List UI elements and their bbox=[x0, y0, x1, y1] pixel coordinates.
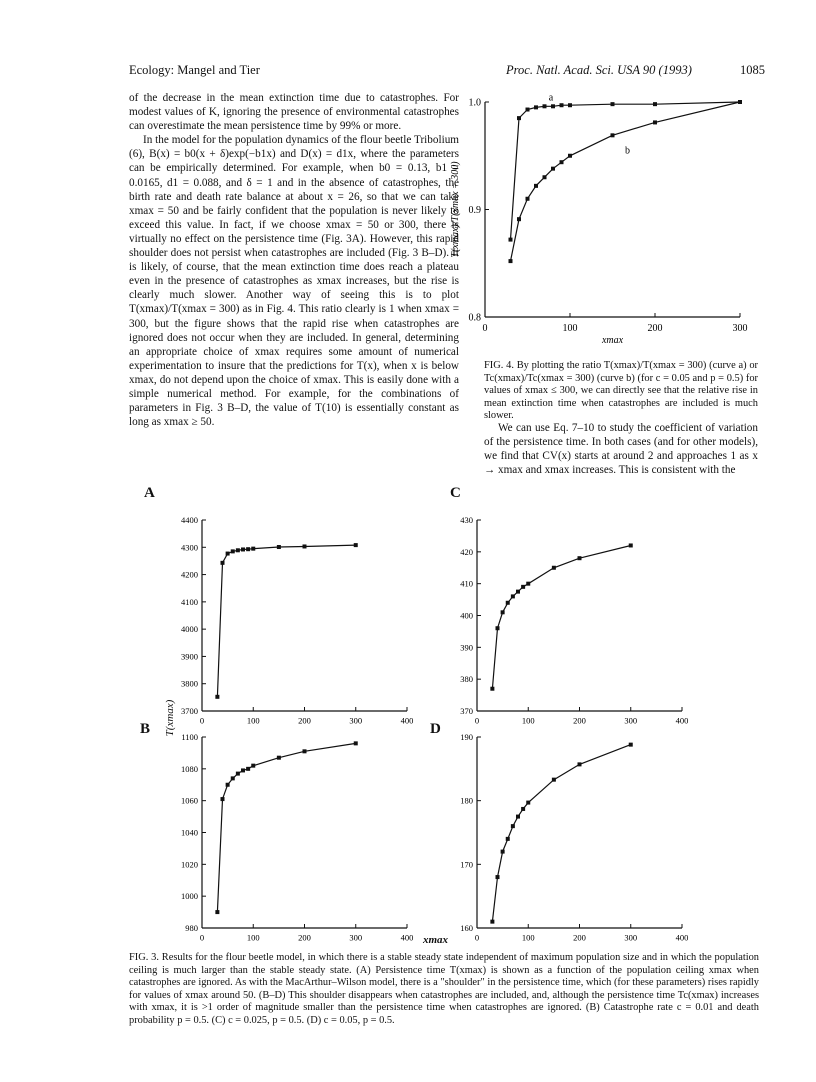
y-tick-label: 0.8 bbox=[468, 312, 481, 324]
x-tick-label: 200 bbox=[298, 715, 311, 726]
y-tick-label: 1040 bbox=[181, 827, 198, 838]
x-tick-label: 400 bbox=[675, 715, 689, 726]
panel-label-c: C bbox=[450, 485, 461, 501]
data-point bbox=[629, 743, 633, 747]
panel-label-b: B bbox=[140, 721, 151, 737]
y-tick-label: 0.9 bbox=[468, 205, 481, 216]
series-line-b bbox=[511, 102, 741, 261]
y-tick-label: 390 bbox=[460, 642, 473, 653]
data-point bbox=[526, 108, 530, 112]
y-tick-label: 3800 bbox=[181, 678, 198, 689]
y-tick-label: 4400 bbox=[181, 514, 198, 525]
x-tick-label: 300 bbox=[624, 715, 638, 726]
x-tick-label: 0 bbox=[199, 715, 205, 726]
x-tick-label: 0 bbox=[474, 932, 480, 943]
panel-label-d: D bbox=[430, 721, 441, 737]
data-point bbox=[511, 824, 515, 828]
data-point bbox=[738, 100, 742, 104]
data-point bbox=[241, 547, 245, 551]
fig3b-chart bbox=[165, 730, 425, 955]
fig3c-chart bbox=[440, 505, 700, 735]
data-point bbox=[568, 103, 572, 107]
data-point bbox=[543, 175, 547, 179]
y-tick-label: 4100 bbox=[181, 596, 198, 607]
data-point bbox=[511, 594, 515, 598]
data-point bbox=[506, 601, 510, 605]
data-point bbox=[509, 259, 513, 263]
data-point bbox=[221, 561, 225, 565]
paragraph: In the model for the population dynamics of the flour beetle Tribolium (6), B(x) = b0(x + δ)exp(−b1x) and D(x) = d1x, where the parameters can be empirically determined. For example, when b0 = 0.13, b1 = 0.0165, d1 = 0.088, and δ = 1 and in the absence of catastrophes, the birth rate and death rate balance at about x = 26, so that we can take xmax = 50 and be fairly confident that the population is never likely to exceed this value. In fact, if we choose xmax = 50 or 300, there is virtually no effect on the persistence time (Fig. 3A). However, this rapid shoulder does not persist when catastrophes are included (Fig. 3 B–D). It is likely, of course, that the mean extinction time does reach a plateau even in the presence of catastrophes as xmax increases, but the rise is clearly much slower. Another way of seeing this is to plot T(xmax)/T(xmax = 300) as in Fig. 4. This ratio clearly is 1 when xmax = 300, but the figure shows that the rapid rise when catastrophes are ignored does not occur when they are included. In general, determining an appropriate choice of xmax requires some amount of numerical experimentation to insure that the predictions for T(x), when x is below xmax, do not depend upon the choice of xmax. This is easily done with a simple numerical method. For example, for the combinations of parameters in Fig. 3 B–D, the value of T(10) is essentially constant as long as xmax ≥ 50. bbox=[129, 134, 459, 429]
data-point bbox=[611, 133, 615, 137]
y-axis-title: T(xmax)/T(xmax = 300) bbox=[450, 161, 461, 258]
data-point bbox=[653, 102, 657, 106]
data-point bbox=[521, 585, 525, 589]
y-tick-label: 1020 bbox=[181, 859, 198, 870]
curve-label-a: a bbox=[548, 92, 554, 104]
data-point bbox=[490, 920, 494, 924]
data-point bbox=[653, 120, 657, 124]
y-tick-label: 410 bbox=[460, 578, 473, 589]
data-point bbox=[496, 875, 500, 879]
x-tick-label: 400 bbox=[400, 932, 414, 943]
y-tick-label: 380 bbox=[460, 674, 473, 685]
y-tick-label: 400 bbox=[460, 610, 473, 621]
data-point bbox=[251, 764, 255, 768]
series-line-Tc bbox=[217, 743, 355, 912]
data-point bbox=[509, 238, 513, 242]
y-tick-label: 160 bbox=[460, 922, 473, 933]
y-tick-label: 180 bbox=[460, 795, 473, 806]
data-point bbox=[560, 103, 564, 107]
data-point bbox=[568, 154, 572, 158]
data-point bbox=[251, 547, 255, 551]
fig3-ylabel: T(xmax) bbox=[164, 699, 176, 737]
data-point bbox=[221, 797, 225, 801]
x-tick-label: 400 bbox=[675, 932, 689, 943]
right-column-text: We can use Eq. 7–10 to study the coefficient of variation of the persistence time. In both cases (and for other models), we find that CV(x) starts at around 2 and approaches 1 as x → xmax and xmax increases. This is consistent with the bbox=[484, 422, 758, 477]
data-point bbox=[552, 566, 556, 570]
y-tick-label: 1080 bbox=[181, 763, 198, 774]
data-point bbox=[215, 695, 219, 699]
data-point bbox=[354, 543, 358, 547]
fig4-chart bbox=[440, 85, 760, 345]
series-line-a bbox=[511, 102, 741, 240]
y-tick-label: 4000 bbox=[181, 624, 198, 635]
data-point bbox=[543, 104, 547, 108]
y-tick-label: 370 bbox=[460, 705, 473, 716]
data-point bbox=[490, 687, 494, 691]
data-point bbox=[354, 741, 358, 745]
x-tick-label: 100 bbox=[562, 323, 578, 334]
series-line-Tc bbox=[492, 745, 630, 922]
x-tick-label: 200 bbox=[573, 715, 586, 726]
y-tick-label: 3700 bbox=[181, 705, 198, 716]
x-tick-label: 300 bbox=[349, 715, 363, 726]
data-point bbox=[516, 590, 520, 594]
y-tick-label: 4200 bbox=[181, 569, 198, 580]
y-tick-label: 1100 bbox=[181, 731, 198, 742]
data-point bbox=[517, 217, 521, 221]
data-point bbox=[236, 772, 240, 776]
data-point bbox=[534, 105, 538, 109]
x-tick-label: 300 bbox=[349, 932, 363, 943]
data-point bbox=[277, 545, 281, 549]
x-tick-label: 200 bbox=[298, 932, 311, 943]
data-point bbox=[521, 807, 525, 811]
x-tick-label: 200 bbox=[573, 932, 586, 943]
data-point bbox=[551, 104, 555, 108]
data-point bbox=[629, 543, 633, 547]
y-tick-label: 430 bbox=[460, 514, 473, 525]
series-line-T bbox=[217, 545, 355, 697]
x-tick-label: 100 bbox=[521, 715, 535, 726]
x-tick-label: 100 bbox=[521, 932, 535, 943]
y-tick-label: 1.0 bbox=[468, 97, 481, 109]
x-tick-label: 100 bbox=[246, 932, 260, 943]
series-line-Tc bbox=[492, 546, 630, 689]
data-point bbox=[552, 778, 556, 782]
y-tick-label: 190 bbox=[460, 731, 473, 742]
paragraph: of the decrease in the mean extinction time due to catastrophes. For modest values of K, ignoring the presence of environmental catastrophes can overestimate the mean persistence time by 99% or more. bbox=[129, 92, 459, 133]
data-point bbox=[215, 910, 219, 914]
data-point bbox=[246, 547, 250, 551]
data-point bbox=[226, 783, 230, 787]
data-point bbox=[236, 548, 240, 552]
x-tick-label: 0 bbox=[482, 323, 488, 334]
data-point bbox=[526, 582, 530, 586]
data-point bbox=[516, 815, 520, 819]
data-point bbox=[231, 776, 235, 780]
data-point bbox=[526, 801, 530, 805]
data-point bbox=[231, 549, 235, 553]
data-point bbox=[551, 167, 555, 171]
data-point bbox=[560, 160, 564, 164]
y-tick-label: 4300 bbox=[181, 542, 198, 553]
fig4-caption: FIG. 4. By plotting the ratio T(xmax)/T(xmax = 300) (curve a) or Tc(xmax)/Tc(xmax = 300) (curve b) (for c = 0.05 and p = 0.5) for values of xmax ≤ 300, we can directly see that the relative rise in mean extinction time when catastrophes are included is much slower. bbox=[484, 360, 758, 422]
data-point bbox=[246, 767, 250, 771]
data-point bbox=[277, 756, 281, 760]
x-tick-label: 0 bbox=[199, 932, 205, 943]
x-tick-label: 0 bbox=[474, 715, 480, 726]
data-point bbox=[303, 544, 307, 548]
panel-label-a: A bbox=[144, 485, 155, 501]
data-point bbox=[501, 610, 505, 614]
left-column bbox=[129, 91, 459, 429]
x-axis-title: xmax bbox=[601, 335, 624, 345]
running-head: Ecology: Mangel and Tier bbox=[129, 63, 260, 77]
fig3d-chart bbox=[440, 730, 700, 955]
x-tick-label: 100 bbox=[246, 715, 260, 726]
data-point bbox=[496, 626, 500, 630]
x-tick-label: 200 bbox=[647, 323, 663, 334]
data-point bbox=[534, 184, 538, 188]
y-tick-label: 1000 bbox=[181, 891, 198, 902]
data-point bbox=[501, 850, 505, 854]
journal-citation: Proc. Natl. Acad. Sci. USA 90 (1993) bbox=[506, 63, 692, 77]
curve-label-b: b bbox=[625, 145, 630, 157]
data-point bbox=[578, 762, 582, 766]
data-point bbox=[303, 749, 307, 753]
x-tick-label: 300 bbox=[624, 932, 638, 943]
x-tick-label: 300 bbox=[732, 323, 748, 334]
y-tick-label: 3900 bbox=[181, 651, 198, 662]
data-point bbox=[241, 768, 245, 772]
y-tick-label: 980 bbox=[185, 922, 198, 933]
data-point bbox=[517, 116, 521, 120]
fig3-xlabel: xmax bbox=[423, 934, 449, 946]
data-point bbox=[578, 556, 582, 560]
y-tick-label: 170 bbox=[460, 859, 473, 870]
fig3a-chart bbox=[165, 505, 425, 735]
data-point bbox=[226, 552, 230, 556]
data-point bbox=[526, 197, 530, 201]
y-tick-label: 1060 bbox=[181, 795, 198, 806]
fig3-caption: FIG. 3. Results for the flour beetle model, in which there is a stable steady state independent of maximum population size and in which the population ceiling is much larger than the stable steady state. (A) Persistence time T(xmax) is shown as a function of the population ceiling xmax when catastrophes are ignored. As with the MacArthur–Wilson model, there is a "shoulder" in the persistence time, which (for these parameters) rises rapidly for values of xmax around 50. (B–D) This shoulder disappears when catastrophes are included, and, although the persistence time Tc(xmax) increases with xmax, it is >1 order of magnitude smaller than the persistence time when catastrophes are ignored. (B) Catastrophe rate c = 0.01 and death probability p = 0.5. (C) c = 0.025, p = 0.5. (D) c = 0.05, p = 0.5. bbox=[129, 952, 759, 1026]
data-point bbox=[506, 837, 510, 841]
y-tick-label: 420 bbox=[460, 546, 473, 557]
page-number: 1085 bbox=[740, 63, 765, 77]
x-tick-label: 400 bbox=[400, 715, 414, 726]
data-point bbox=[611, 102, 615, 106]
